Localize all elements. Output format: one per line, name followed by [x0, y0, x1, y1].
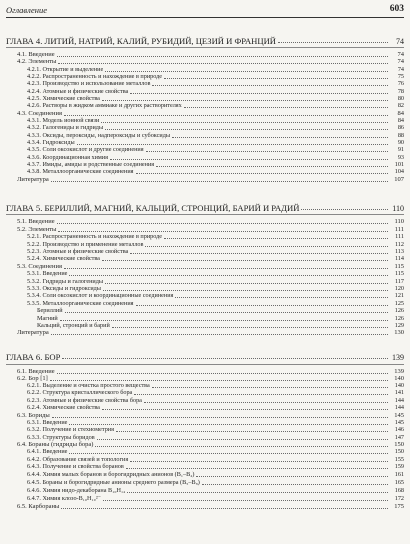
entry-title: 5.2.4. Химические свойства: [27, 255, 100, 262]
toc-entry[interactable]: [27, 495, 404, 503]
dot-leader: [50, 380, 388, 381]
dot-leader: [145, 246, 388, 247]
entry-title: 5.2.1. Распространенность и нахождение в природе: [27, 233, 163, 240]
entry-title: 6.4.4. Химия малых боранов и борогидридных анионов (B₁–B₄): [27, 471, 195, 478]
entry-title: 5.3.3. Оксиды и гидроксиды: [27, 285, 101, 292]
dot-leader: [146, 151, 388, 152]
dot-leader: [156, 166, 388, 167]
dot-leader: [51, 334, 388, 335]
entry-title: Кальций, стронций и барий: [37, 322, 110, 329]
dot-leader: [110, 159, 388, 160]
entry-page-number: 125: [394, 300, 404, 307]
entry-page-number: 139: [392, 353, 404, 362]
dot-leader: [102, 409, 388, 410]
entry-page-number: 104: [394, 168, 404, 175]
dot-leader: [172, 137, 388, 138]
toc-entry[interactable]: [27, 270, 404, 278]
entry-page-number: 86: [397, 124, 404, 131]
dot-leader: [69, 453, 388, 454]
entry-page-number: 114: [394, 255, 404, 262]
entry-title: 5.3.2. Гидриды и галогениды: [27, 278, 104, 285]
dot-leader: [278, 42, 388, 43]
entry-page-number: 75: [397, 73, 404, 80]
dot-leader: [103, 500, 388, 501]
entry-page-number: 115: [394, 263, 404, 270]
entry-page-number: 168: [394, 487, 404, 494]
dot-leader: [103, 290, 388, 291]
entry-page-number: 150: [394, 448, 404, 455]
entry-title: 6.3.2. Получение и стехиометрия: [27, 426, 114, 433]
dot-leader: [57, 223, 388, 224]
chapter-entry[interactable]: [6, 36, 404, 47]
dot-leader: [69, 275, 388, 276]
entry-page-number: 110: [394, 218, 404, 225]
entry-page-number: 145: [394, 412, 404, 419]
entry-title: 6.4. Бораны (гидриды бора): [17, 441, 94, 448]
entry-page-number: 126: [394, 307, 404, 314]
entry-page-number: 155: [394, 456, 404, 463]
dot-leader: [57, 56, 388, 57]
entry-title: 6.5. Карбораны: [17, 503, 60, 510]
dot-leader: [105, 129, 388, 130]
entry-page-number: 111: [395, 233, 404, 240]
entry-title: 5.3.4. Соли оксокислот и координационные соединения: [27, 292, 174, 299]
entry-title: 6.4.3. Получение и свойства боранов: [27, 463, 124, 470]
dot-leader: [130, 253, 388, 254]
entry-title: 4.3. Соединения: [17, 110, 62, 117]
entry-page-number: 144: [394, 404, 404, 411]
entry-page-number: 90: [397, 139, 404, 146]
entry-title: 4.3.1. Модель ионной связи: [27, 117, 100, 124]
entry-page-number: 113: [394, 248, 404, 255]
dot-leader: [126, 468, 388, 469]
dot-leader: [184, 107, 388, 108]
entry-title: 4.2.6. Растворы в жидком аммиаке и других растворителях: [27, 102, 182, 109]
entry-page-number: 165: [394, 479, 404, 486]
toc-entry[interactable]: [27, 146, 404, 154]
entry-page-number: 117: [394, 278, 404, 285]
entry-page-number: 144: [394, 397, 404, 404]
entry-page-number: 141: [394, 389, 404, 396]
dot-leader: [58, 231, 388, 232]
dot-leader: [130, 93, 388, 94]
entry-page-number: 91: [397, 146, 404, 153]
entry-page-number: 93: [397, 154, 404, 161]
entry-title: 6.4.5. Бораны и борогидридные анионы среднего размера (B₅–B₉): [27, 479, 200, 486]
toc-entry[interactable]: [27, 102, 404, 110]
dot-leader: [144, 402, 388, 403]
toc-entry[interactable]: [27, 487, 404, 495]
entry-title: 5.3.1. Введение: [27, 270, 68, 277]
dot-leader: [152, 85, 388, 86]
entry-page-number: 130: [394, 329, 404, 336]
toc-entry[interactable]: [27, 404, 404, 412]
entry-title: 6.4.6. Химия нидо-декаборана B₁₀H₁₄: [27, 487, 126, 494]
entry-page-number: 146: [394, 426, 404, 433]
dot-leader: [77, 144, 388, 145]
entry-title: 4.3.2. Галогениды и гидриды: [27, 124, 104, 131]
entry-title: 5.1. Введение: [17, 218, 55, 225]
entry-title: 4.3.3. Оксиды, пероксиды, надпероксиды и субоксиды: [27, 132, 171, 139]
entry-page-number: 129: [394, 322, 404, 329]
entry-page-number: 112: [394, 241, 404, 248]
dot-leader: [116, 431, 388, 432]
entry-title: 4.3.6. Координационная химия: [27, 154, 108, 161]
entry-title: 4.1. Введение: [17, 51, 55, 58]
dot-leader: [62, 358, 388, 359]
entry-page-number: 84: [397, 117, 404, 124]
toc-entry[interactable]: [27, 426, 404, 434]
toc-entry[interactable]: [17, 329, 404, 337]
toc-entry[interactable]: [27, 479, 404, 487]
entry-page-number: 159: [394, 463, 404, 470]
dot-leader: [301, 209, 388, 210]
dot-leader: [105, 283, 388, 284]
dot-leader: [101, 122, 388, 123]
entry-title: 6.2. Бор [1]: [17, 375, 48, 382]
dot-leader: [130, 461, 388, 462]
entry-page-number: 126: [394, 315, 404, 322]
entry-title: 6.1. Введение: [17, 368, 55, 375]
entry-title: 4.3.7. Имиды, амиды и родственные соединения: [27, 161, 155, 168]
dot-leader: [164, 238, 388, 239]
entry-title: 6.2.3. Атомные и физические свойства бора: [27, 397, 142, 404]
entry-title: Магний: [37, 315, 58, 322]
entry-title: 4.3.5. Соли оксокислот и другие соединения: [27, 146, 144, 153]
dot-leader: [61, 508, 388, 509]
dot-leader: [136, 173, 388, 174]
entry-title: 4.2.4. Атомные и физические свойства: [27, 88, 129, 95]
toc-entry[interactable]: [37, 307, 404, 315]
entry-title: 6.3.3. Структуры боридов: [27, 434, 95, 441]
entry-page-number: 107: [394, 176, 404, 183]
dot-leader: [127, 492, 388, 493]
dot-leader: [102, 260, 388, 261]
toc-entry[interactable]: [27, 463, 404, 471]
entry-title: Литература: [17, 329, 49, 336]
dot-leader: [164, 78, 388, 79]
entry-title: 4.3.8. Металлоорганические соединения: [27, 168, 134, 175]
dot-leader: [112, 327, 388, 328]
entry-title: 5.3.5. Металлоорганические соединения: [27, 300, 134, 307]
entry-title: 6.2.1. Выделение и очистка простого вещества: [27, 382, 150, 389]
entry-page-number: 74: [397, 51, 404, 58]
entry-title: 4.3.4. Гидроксиды: [27, 139, 75, 146]
entry-page-number: 101: [394, 161, 404, 168]
entry-page-number: 74: [397, 66, 404, 73]
dot-leader: [175, 297, 388, 298]
dot-leader: [52, 417, 388, 418]
entry-page-number: 121: [394, 292, 404, 299]
entry-title: 5.3. Соединения: [17, 263, 62, 270]
entry-page-number: 110: [392, 204, 404, 213]
entry-title: 6.2.2. Структура кристаллического бора: [27, 389, 133, 396]
toc-entry[interactable]: [27, 255, 404, 263]
dot-leader: [102, 100, 388, 101]
chapter-entry[interactable]: [6, 203, 404, 214]
dot-leader: [60, 320, 388, 321]
dot-leader: [202, 484, 388, 485]
toc-entry[interactable]: [17, 218, 404, 226]
dot-leader: [134, 394, 388, 395]
dot-leader: [64, 115, 388, 116]
entry-page-number: 139: [394, 368, 404, 375]
entry-title: 4.2.5. Химические свойства: [27, 95, 100, 102]
entry-page-number: 172: [394, 495, 404, 502]
running-head-title: Оглавление: [6, 5, 48, 15]
entry-page-number: 120: [394, 285, 404, 292]
entry-title: Бериллий: [37, 307, 63, 314]
dot-leader: [58, 63, 388, 64]
entry-title: 6.4.7. Химия клозо-B₁₀H₁₀²⁻: [27, 495, 101, 502]
dot-leader: [65, 312, 388, 313]
toc-entry[interactable]: [27, 471, 404, 479]
entry-title: 5.2.3. Атомные и физические свойства: [27, 248, 129, 255]
entry-page-number: 111: [394, 226, 404, 233]
dot-leader: [95, 446, 388, 447]
ch4-rule: [6, 47, 404, 48]
entry-title: 6.2.4. Химические свойства: [27, 404, 100, 411]
entry-page-number: 161: [394, 471, 404, 478]
dot-leader: [51, 181, 388, 182]
toc-entry[interactable]: [27, 80, 404, 88]
entry-page-number: 140: [394, 382, 404, 389]
entry-page-number: 74: [397, 58, 404, 65]
dot-leader: [152, 387, 388, 388]
ch6-rule: [6, 364, 404, 365]
toc-entry[interactable]: [27, 168, 404, 176]
entry-title: 5.2.2. Производство и применение металлов: [27, 241, 144, 248]
entry-page-number: 84: [397, 110, 404, 117]
dot-leader: [64, 268, 388, 269]
entry-title: 6.4.2. Образование связей и топология: [27, 456, 129, 463]
entry-page-number: 88: [397, 132, 404, 139]
entry-page-number: 82: [397, 102, 404, 109]
dot-leader: [105, 71, 388, 72]
entry-page-number: 175: [394, 503, 404, 510]
entry-title: ГЛАВА 6. БОР: [6, 352, 61, 362]
entry-title: 6.4.1. Введение: [27, 448, 68, 455]
entry-page-number: 80: [397, 95, 404, 102]
entry-page-number: 145: [394, 419, 404, 426]
chapter-entry[interactable]: [6, 352, 404, 363]
toc-entry[interactable]: [27, 124, 404, 132]
entry-title: 6.3.1. Введение: [27, 419, 68, 426]
entry-page-number: 115: [394, 270, 404, 277]
entry-title: 4.2. Элементы: [17, 58, 57, 65]
entry-title: 5.2. Элементы: [17, 226, 57, 233]
toc-entry[interactable]: [27, 233, 404, 241]
entry-page-number: 150: [394, 441, 404, 448]
dot-leader: [57, 373, 388, 374]
entry-page-number: 140: [394, 375, 404, 382]
entry-page-number: 78: [397, 88, 404, 95]
entry-title: ГЛАВА 5. БЕРИЛЛИЙ, МАГНИЙ, КАЛЬЦИЙ, СТРОНЦИЙ, БАРИЙ И РАДИЙ: [6, 203, 300, 213]
toc-entry[interactable]: [27, 389, 404, 397]
toc-entry[interactable]: [17, 503, 404, 511]
entry-page-number: 76: [397, 80, 404, 87]
ch5-rule: [6, 214, 404, 215]
toc-entry[interactable]: [27, 292, 404, 300]
dot-leader: [69, 424, 388, 425]
entry-page-number: 147: [394, 434, 404, 441]
dot-leader: [196, 476, 388, 477]
entry-title: 4.2.3. Производство и использование металлов: [27, 80, 151, 87]
dot-leader: [136, 305, 388, 306]
entry-title: ГЛАВА 4. ЛИТИЙ, НАТРИЙ, КАЛИЙ, РУБИДИЙ, ЦЕЗИЙ И ФРАНЦИЙ: [6, 36, 277, 46]
toc-entry[interactable]: [17, 58, 404, 66]
page-number: 603: [389, 4, 404, 14]
entry-title: Литература: [17, 176, 49, 183]
entry-title: 4.2.1. Открытие и выделение: [27, 66, 104, 73]
entry-title: 6.3. Бориды: [17, 412, 50, 419]
toc-entry[interactable]: [27, 448, 404, 456]
toc-entry[interactable]: [17, 176, 404, 184]
entry-page-number: 74: [396, 37, 404, 46]
entry-title: 4.2.2. Распространенность и нахождение в природе: [27, 73, 163, 80]
dot-leader: [97, 439, 388, 440]
